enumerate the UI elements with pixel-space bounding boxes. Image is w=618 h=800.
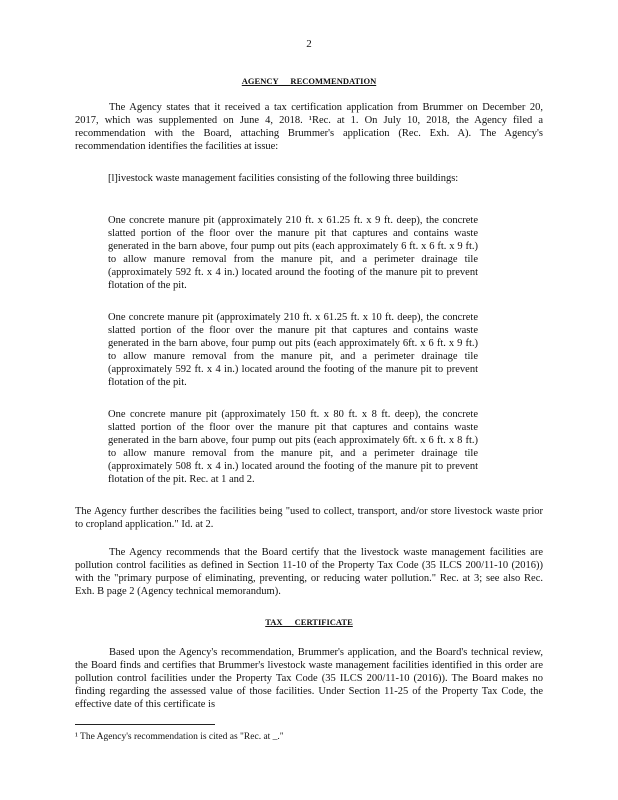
paragraph-agency-intro: The Agency states that it received a tax certification application from Brummer on December 20, 2017, which was supplemented on June 4, 2018. ¹Rec. at 1. On July 10, 2018, the Agency filed a recommendation with the Board, attaching Brummer's application (Rec. Exh. A). The Agency's recommendation identifies the facilities at issue: [75,102,543,152]
paragraph-tax-certificate: Based upon the Agency's recommendation, Brummer's application, and the Board's technical review, the Board finds and certifies that Brummer's livestock waste management facilities identified in this order are pollution control facilities under the Property Tax Code (35 ILCS 200/11-10 (2016)). The Board makes no finding regarding the assessed value of those facilities. Under Section 11-25 of the Property Tax Code, the effective date of this certificate is [75,647,543,710]
quote-building-1: One concrete manure pit (approximately 210 ft. x 61.25 ft. x 9 ft. deep), the concrete slatted portion of the floor over the manure pit that captures and contains waste generated in the barn above, four pump out pits (each approximately 6 ft. x 6 ft. x 9 ft.) to allow manure removal from the manure pit, and a perimeter drainage tile (approximately 592 ft. x 4 in.) located around the footing of the manure pit to prevent flotation of the pit. [108,215,478,291]
paragraph-agency-recommends: The Agency recommends that the Board certify that the livestock waste management facilities are pollution control facilities as defined in Section 11-10 of the Property Tax Code (35 ILCS 200/11-10 (2016)) with the "primary purpose of eliminating, preventing, or reducing water pollution." Rec. at 3; see also Rec. Exh. B page 2 (Agency technical memorandum). [75,547,543,597]
footnote: ¹ The Agency's recommendation is cited as "Rec. at _." [75,732,284,742]
page-number: 2 [306,38,312,50]
quote-intro: [l]ivestock waste management facilities consisting of the following three buildings: [108,173,459,184]
quote-building-2: One concrete manure pit (approximately 210 ft. x 61.25 ft. x 10 ft. deep), the concrete slatted portion of the floor over the manure pit that captures and contains waste generated in the barn above, four pump out pits (each approximately 6ft. x 6 ft. x 9 ft.) to allow manure removal from the manure pit, and a perimeter drainage tile (approximately 592 ft. x 4 in.) located around the footing of the manure pit to prevent flotation of the pit. [108,312,478,388]
quote-building-3: One concrete manure pit (approximately 150 ft. x 80 ft. x 8 ft. deep), the concrete slatted portion of the floor over the manure pit that captures and contains waste generated in the barn above, four pump out pits (each approximately 6ft. x 6 ft. x 8 ft.) to allow manure removal from the manure pit, and a perimeter drainage tile (approximately 508 ft. x 4 in.) located around the footing of the manure pit to prevent flotation of the pit. Rec. at 1 and 2. [108,409,478,485]
paragraph-agency-further: The Agency further describes the facilities being "used to collect, transport, and/or store livestock waste prior to cropland application." Id. at 2. [75,506,543,530]
section-heading-tax-certificate: TAX CERTIFICATE [265,617,353,627]
section-heading-agency-recommendation: AGENCY RECOMMENDATION [241,76,377,86]
footnote-divider [75,724,215,725]
